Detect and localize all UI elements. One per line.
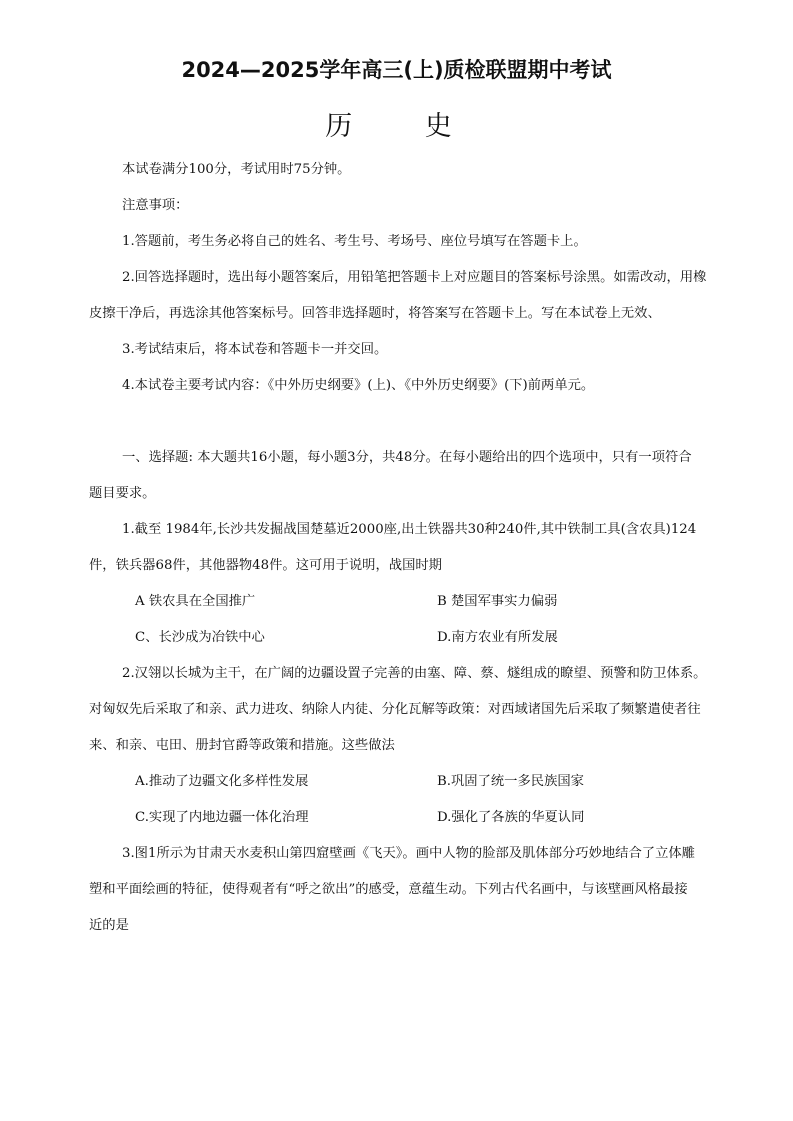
question-2-option-b: B.巩固了统一多民族国家 [437, 774, 584, 789]
note-1: 1.答题前，考生务必将自己的姓名、考生号、考场号、座位号填写在答题卡上。 [122, 234, 587, 249]
notes-heading: 注意事项： [122, 198, 189, 213]
question-2-option-c: C.实现了内地边疆一体化治理 [135, 810, 309, 825]
exam-title: 2024—2025学年高三(上)质检联盟期中考试 [181, 58, 612, 82]
question-1-option-d: D.南方农业有所发展 [437, 630, 558, 645]
score-info: 本试卷满分100分，考试用时75分钟。 [122, 162, 351, 177]
question-1-stem-continued: 件，铁兵器68件，其他器物48件。这可用于说明，战国时期 [89, 558, 442, 573]
note-2: 2.回答选择题时，选出每小题答案后，用铅笔把答题卡上对应题目的答案标号涂黑。如需改动，用橡 [122, 270, 707, 285]
question-1-option-b: B 楚国军事实力偏弱 [437, 594, 558, 609]
question-1-option-c: C、长沙成为冶铁中心 [135, 630, 265, 645]
question-3-stem-continued: 塑和平面绘画的特征，使得观者有“呼之欲出”的感受，意蕴生动。下列古代名画中，与该壁画风格最接 [89, 882, 688, 897]
section-heading-continued: 题目要求。 [89, 486, 156, 501]
question-2-stem-continued-2: 来、和亲、屯田、册封官爵等政策和措施。这些做法 [89, 738, 395, 753]
note-3: 3.考试结束后，将本试卷和答题卡一并交回。 [122, 342, 388, 357]
question-1-stem: 1.截至 1984年,长沙共发掘战国楚墓近2000座,出土铁器共30种240件,其中铁制工具(含农具)124 [122, 522, 697, 537]
question-2-option-d: D.强化了各族的华夏认同 [437, 810, 585, 825]
question-2-stem: 2.汉翎以长城为主干，在广阔的边疆设置子完善的由塞、障、蔡、燧组成的瞭望、预警和防卫体系。 [122, 666, 707, 681]
question-1-option-a: A 铁农具在全国推广 [135, 594, 256, 609]
question-2-stem-continued: 对匈奴先后采取了和亲、武力进攻、纳除人内徒、分化瓦解等政策：对西域诸国先后采取了频繁遣使者往 [89, 702, 701, 717]
subject-title: 历 史 [325, 111, 484, 142]
note-2-continued: 皮擦干净后，再选涂其他答案标号。回答非选择题时，将答案写在答题卡上。写在本试卷上无效、 [89, 306, 661, 321]
section-heading: 一、选择题: 本大题共16小题，每小题3分，共48分。在每小题给出的四个选项中，只有一项符合 [122, 450, 692, 465]
note-4: 4.本试卷主要考试内容：《中外历史纲要》(上)、《中外历史纲要》(下)前两单元。 [122, 378, 595, 393]
question-3-stem: 3.图1所示为甘肃天水麦积山第四窟壁画《飞天》。画中人物的脸部及肌体部分巧妙地结合了立体雕 [122, 846, 695, 861]
question-3-stem-continued-2: 近的是 [89, 918, 129, 933]
question-2-option-a: A.推动了边疆文化多样性发展 [135, 774, 309, 789]
